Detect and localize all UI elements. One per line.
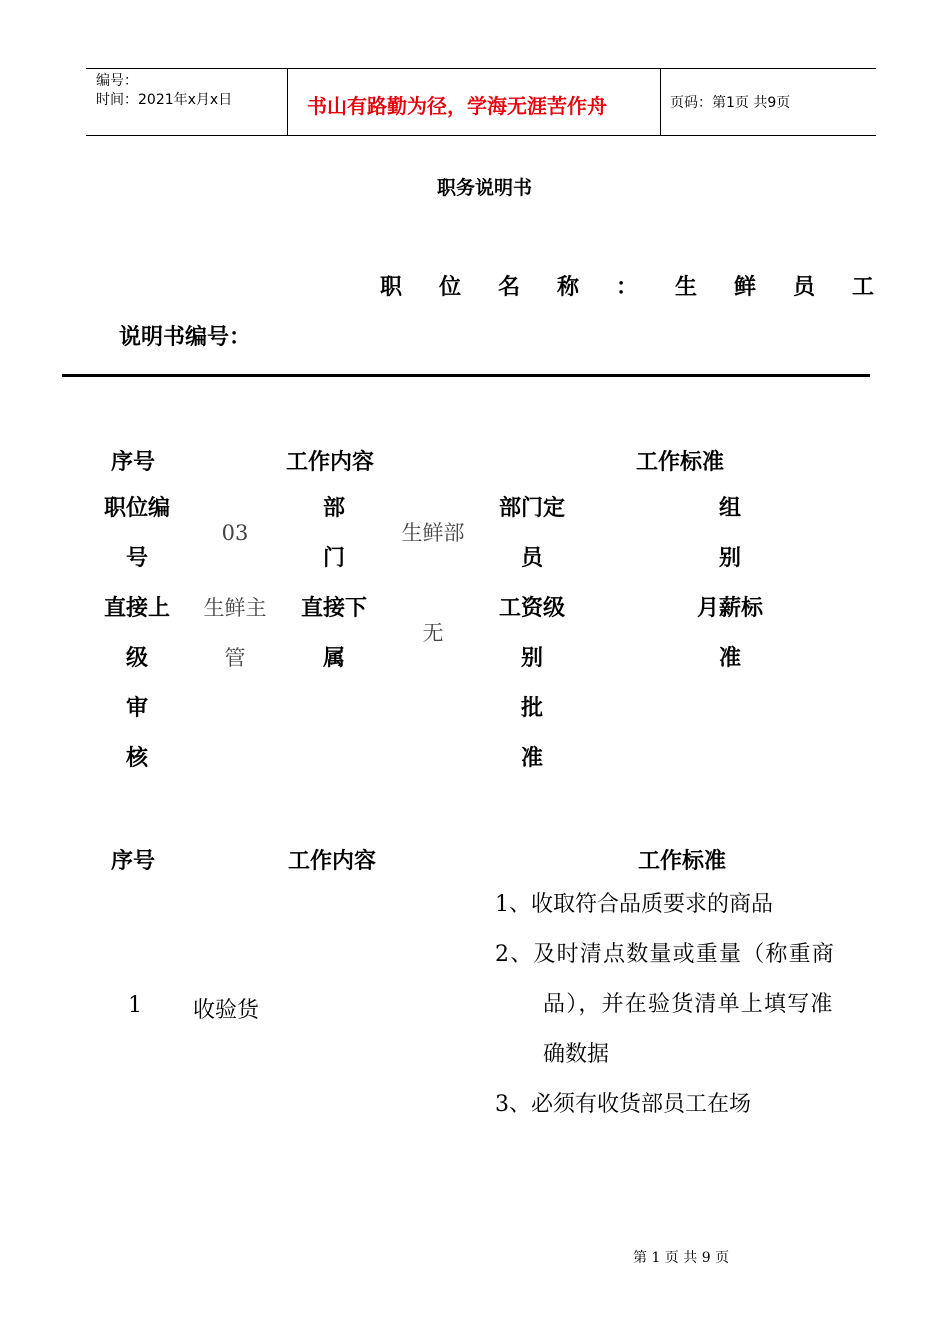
duty-header-content: 工作内容	[288, 849, 377, 874]
standard-line: 品），并在验货清单上填写准	[543, 992, 834, 1017]
position-name-char: 名	[498, 275, 521, 300]
info-cell: 职位编	[103, 496, 170, 521]
info-cell: 别	[718, 546, 741, 571]
info-cell: 准	[718, 646, 741, 671]
duty-row-seq: 1	[128, 993, 142, 1018]
header-page-label: 页码：第1页 共9页	[670, 95, 791, 111]
info-cell: 组	[718, 496, 741, 521]
position-name-line	[380, 270, 880, 300]
info-header-standard: 工作标准	[636, 450, 725, 475]
header-code-label: 编号：	[96, 73, 138, 89]
info-cell: 部	[322, 496, 345, 521]
header-bottom-rule	[86, 135, 876, 136]
header-divider-left	[287, 68, 288, 136]
duty-header-seq: 序号	[111, 849, 156, 874]
info-cell: 管	[224, 646, 246, 670]
position-name-char: 职	[380, 275, 403, 300]
document-title: 职务说明书	[437, 177, 533, 199]
info-col-5	[487, 484, 577, 784]
info-cell: 直接下	[300, 596, 367, 621]
spec-number-label: 说明书编号：	[119, 325, 252, 350]
position-name-char: ：	[616, 275, 639, 300]
duty-header-standard: 工作标准	[638, 849, 727, 874]
info-cell: 号	[125, 546, 148, 571]
header-motto: 书山有路勤为径，学海无涯苦作舟	[307, 94, 607, 118]
info-cell: 核	[125, 746, 148, 771]
info-cell: 直接上	[103, 596, 170, 621]
info-cell: 月薪标	[696, 596, 763, 621]
position-name-char: 员	[793, 275, 816, 300]
info-cell: 批	[520, 696, 543, 721]
position-name-char: 称	[557, 275, 580, 300]
info-header-seq: 序号	[111, 450, 156, 475]
standard-line: 3、必须有收货部员工在场	[495, 1092, 751, 1117]
position-name-char: 生	[675, 275, 698, 300]
info-cell: 准	[520, 746, 543, 771]
header-divider-right	[660, 68, 661, 136]
info-department: 生鲜部	[401, 521, 465, 545]
info-cell: 级	[125, 646, 148, 671]
info-col-1	[92, 484, 182, 784]
info-position-code: 03	[221, 521, 249, 545]
duty-row-standards	[495, 880, 880, 1130]
standard-line: 确数据	[543, 1042, 610, 1067]
position-name-char: 工	[852, 275, 875, 300]
info-col-3	[289, 484, 379, 684]
info-cell: 生鲜主	[203, 596, 267, 620]
position-name-char: 位	[439, 275, 462, 300]
standard-line: 1、收取符合品质要求的商品	[495, 892, 773, 917]
info-subordinates: 无	[422, 621, 444, 645]
info-col-2-mid	[190, 583, 280, 683]
info-cell: 门	[322, 546, 345, 571]
info-cell: 属	[322, 646, 345, 671]
standard-line: 2、及时清点数量或重量（称重商	[495, 942, 835, 967]
header-top-rule	[86, 68, 876, 69]
info-cell: 工资级	[498, 596, 565, 621]
header-time-label: 时间：2021年x月x日	[96, 92, 233, 108]
info-cell: 员	[520, 546, 543, 571]
info-header-content: 工作内容	[286, 450, 375, 475]
info-cell: 部门定	[498, 496, 565, 521]
position-name-char: 鲜	[734, 275, 757, 300]
info-cell: 审	[125, 696, 148, 721]
section-separator	[62, 374, 870, 377]
page-footer: 第 1 页 共 9 页	[633, 1250, 730, 1266]
info-cell: 别	[520, 646, 543, 671]
info-col-6	[685, 484, 775, 684]
duty-row-content: 收验货	[193, 998, 260, 1023]
